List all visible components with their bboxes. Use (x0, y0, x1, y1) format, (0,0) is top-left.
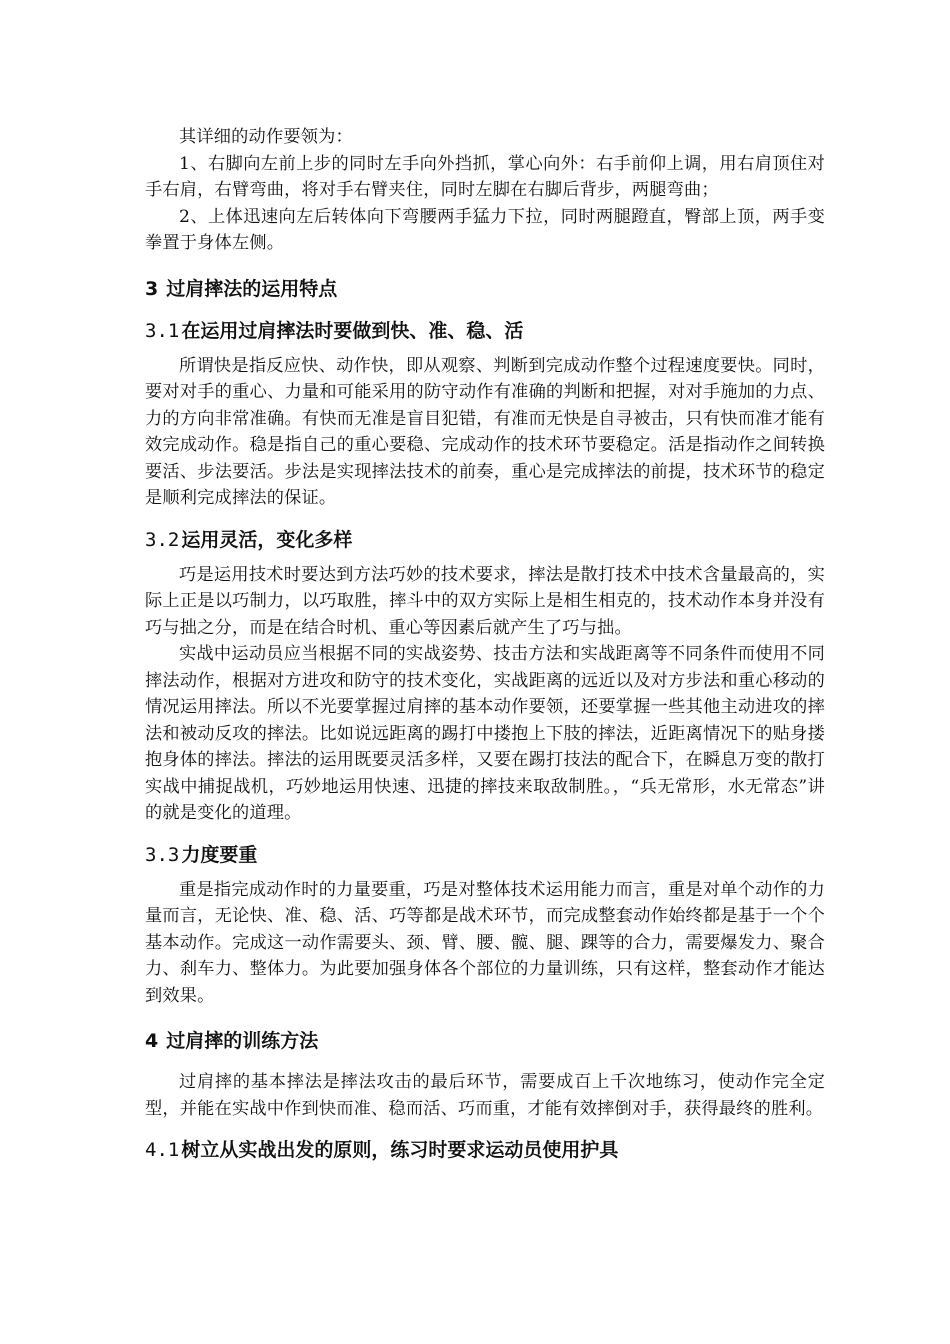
section-4-heading (145, 1027, 825, 1055)
section-4-title: 过肩摔的训练方法 (166, 1030, 319, 1052)
section-3-3-number: 3.3 (145, 843, 180, 866)
section-3-2-paragraph-1: 巧是运用技术时要达到方法巧妙的技术要求，摔法是散打技术中技术含量最高的，实际上正是以巧制力，以巧取胜，摔斗中的双方实际上是相生相克的，技术动作本身并没有巧与拙之分，而是在结合时机、重心等因素后就产生了巧与拙。 (145, 564, 825, 638)
section-3-number: 3 (145, 277, 159, 300)
section-4-1-heading (145, 1136, 825, 1164)
section-3-3-paragraph: 重是指完成动作时的力量要重，巧是对整体技术运用能力而言，重是对单个动作的力量而言，无论快、准、稳、活、巧等都是战术环节，而完成整套动作始终都是基于一个个基本动作。完成这一动作需要头、颈、臂、腰、髋、腿、踝等的合力，需要爆发力、聚合力、刹车力、整体力。为此要加强身体各个部位的力量训练，只有这样，整套动作才能达到效果。 (145, 879, 825, 1006)
section-3-2-paragraph-2: 实战中运动员应当根据不同的实战姿势、技击方法和实战距离等不同条件而使用不同摔法动作，根据对方进攻和防守的技术变化，实战距离的远近以及对方步法和重心移动的情况运用摔法。所以不光要掌握过肩摔的基本动作要领，还要掌握一些其他主动进攻的摔法和被动反攻的摔法。比如说远距离的踢打中搂抱上下肢的摔法，近距离情况下的贴身搂抱身体的摔法。摔法的运用既要灵活多样，又要在踢打技法的配合下，在瞬息万变的散打实战中捕捉战机，巧妙地运用快速、迅捷的摔技来取敌制胜。，“兵无常形，水无常态”讲的就是变化的道理。 (145, 644, 825, 823)
section-3-heading (145, 275, 825, 303)
section-4-number: 4 (145, 1030, 159, 1052)
section-3-2-number: 3.2 (145, 528, 180, 551)
section-3-1-title: 在运用过肩摔法时要做到快、准、稳、活 (181, 319, 524, 342)
section-3-1-number: 3.1 (145, 319, 180, 342)
section-3-1-paragraph: 所谓快是指反应快、动作快，即从观察、判断到完成动作整个过程速度要快。同时，要对对手的重心、力量和可能采用的防守动作有准确的判断和把握，对对手施加的力点、力的方向非常准确。有快而无准是盲目犯错，有准而无快是自寻被击，只有快而准才能有效完成动作。稳是指自己的重心要稳、完成动作的技术环节要稳定。活是指动作之间转换要活、步法要活。步法是实现摔法技术的前奏，重心是完成摔法的前提，技术环节的稳定是顺利完成摔法的保证。 (145, 355, 825, 508)
section-3-2-title: 运用灵活，变化多样 (181, 528, 353, 551)
section-4-1-number: 4.1 (145, 1139, 180, 1161)
section-3-1-heading (145, 317, 825, 345)
section-3-2-heading (145, 526, 825, 554)
section-3-3-heading (145, 841, 825, 869)
document-page (145, 124, 825, 1172)
intro-line: 其详细的动作要领为： (179, 127, 353, 147)
intro-step-2: 2、上体迅速向左后转体向下弯腰两手猛力下拉，同时两腿蹬直，臀部上顶，两手变拳置于身体左侧。 (145, 206, 825, 253)
section-3-title: 过肩摔法的运用特点 (166, 277, 338, 300)
intro-step-1: 1、右脚向左前上步的同时左手向外挡抓，掌心向外：右手前仰上调，用右肩顶住对手右肩，右臂弯曲，将对手右臂夹住，同时左脚在右脚后背步，两腿弯曲； (145, 153, 825, 200)
section-4-1-title: 树立从实战出发的原则，练习时要求运动员使用护具 (181, 1139, 619, 1161)
section-4-paragraph: 过肩摔的基本摔法是摔法攻击的最后环节，需要成百上千次地练习，使动作完全定型，并能在实战中作到快而准、稳而活、巧而重，才能有效摔倒对手，获得最终的胜利。 (145, 1072, 825, 1119)
section-3-3-title: 力度要重 (181, 843, 258, 866)
